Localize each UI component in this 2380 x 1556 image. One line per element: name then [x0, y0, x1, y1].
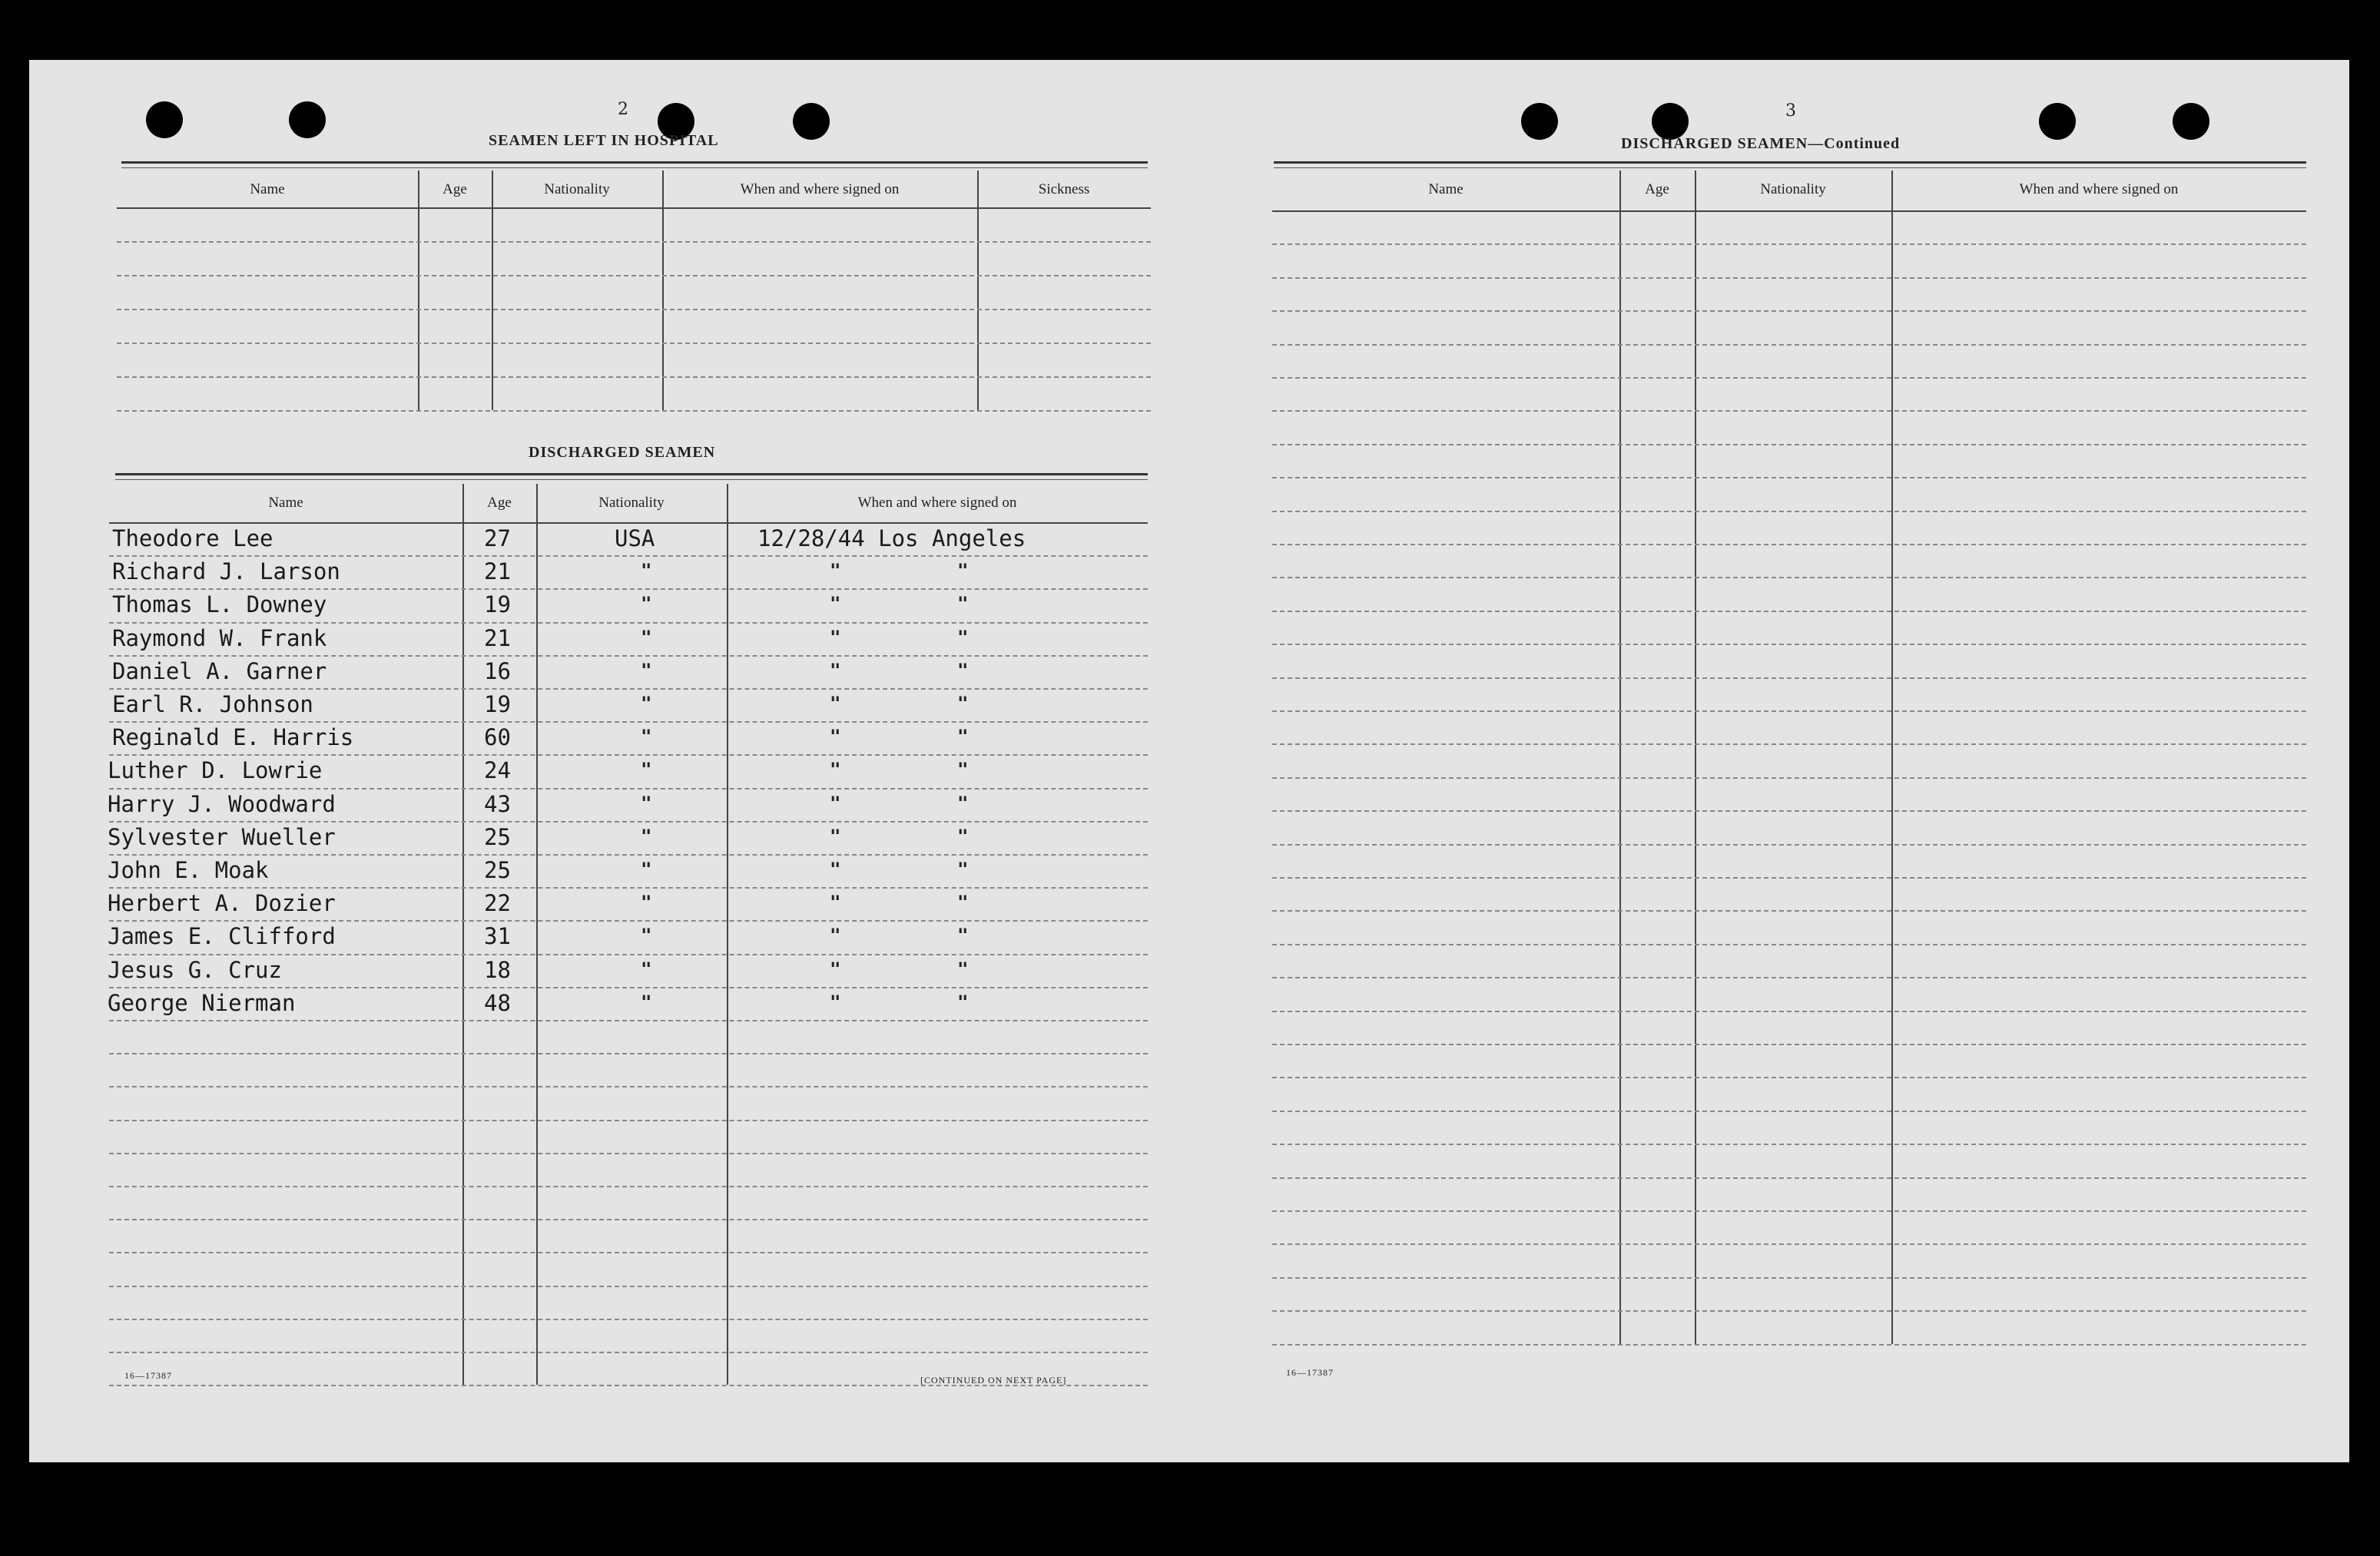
date-ditto: " [830, 659, 841, 681]
row-line [109, 588, 1148, 590]
row-line [109, 655, 1148, 657]
row-line [109, 1352, 1148, 1353]
seaman-name: Richard J. Larson [112, 558, 340, 585]
place-ditto: " [957, 693, 969, 714]
header-rule [117, 207, 1151, 209]
row-line [1272, 1177, 2306, 1179]
row-line [1272, 1144, 2306, 1145]
row-line [109, 1252, 1148, 1253]
discharged-top-rule [115, 473, 1148, 475]
seaman-name: Harry J. Woodward [108, 790, 336, 817]
left-form-number: 16—17387 [124, 1370, 172, 1381]
row-line [1272, 977, 2306, 978]
row-line [109, 721, 1148, 723]
date-ditto: " [830, 825, 841, 847]
continued-note: [CONTINUED ON NEXT PAGE] [920, 1375, 1067, 1386]
place-ditto: " [957, 892, 969, 914]
row-line [1272, 611, 2306, 612]
date-ditto: " [830, 560, 841, 582]
nationality-ditto: " [641, 892, 652, 914]
place-ditto: " [957, 958, 969, 980]
date-ditto: " [830, 726, 841, 748]
row-line [1272, 1344, 2306, 1346]
place-ditto: " [957, 659, 969, 681]
place-ditto: " [957, 726, 969, 748]
nationality-ditto: " [641, 659, 652, 681]
date-ditto: " [830, 925, 841, 947]
seaman-age: 22 [484, 890, 511, 917]
seaman-age: 24 [484, 757, 511, 784]
nationality-ditto: " [641, 958, 652, 980]
row-line [117, 376, 1151, 378]
column-divider [1891, 170, 1893, 1344]
place-ditto: " [957, 792, 969, 814]
seaman-name: Raymond W. Frank [112, 624, 327, 651]
row-line [1272, 477, 2306, 478]
row-line [1272, 644, 2306, 645]
left-page-number: 2 [618, 100, 628, 119]
row-line [1272, 344, 2306, 346]
row-line [109, 1086, 1148, 1088]
hospital-top-rule [121, 161, 1148, 164]
date-ditto: " [830, 759, 841, 781]
row-line [1272, 1111, 2306, 1112]
column-header: When and where signed on [857, 495, 1017, 511]
date-ditto: " [830, 593, 841, 615]
nationality-ditto: " [641, 991, 652, 1013]
row-line [109, 1219, 1148, 1220]
place-ditto: " [957, 825, 969, 847]
nationality-ditto: " [641, 925, 652, 947]
column-header: When and where signed on [2019, 181, 2179, 197]
column-header: Age [487, 495, 512, 511]
seaman-signed-on: 12/28/44 Los Angeles [757, 525, 1026, 551]
row-line [1272, 243, 2306, 245]
seaman-age: 21 [484, 624, 511, 651]
nationality-ditto: " [641, 560, 652, 582]
place-ditto: " [957, 560, 969, 582]
place-ditto: " [957, 593, 969, 615]
seaman-age: 19 [484, 691, 511, 717]
seaman-age: 18 [484, 956, 511, 983]
column-divider [977, 170, 979, 410]
seaman-age: 48 [484, 989, 511, 1016]
seaman-age: 25 [484, 857, 511, 883]
row-line [1272, 511, 2306, 512]
column-divider [727, 484, 728, 1385]
row-line [109, 622, 1148, 624]
row-line [109, 688, 1148, 690]
column-header: Name [250, 181, 285, 197]
row-line [117, 343, 1151, 344]
row-line [1272, 677, 2306, 679]
nationality-ditto: " [641, 693, 652, 714]
row-line [109, 1020, 1148, 1021]
row-line [1272, 410, 2306, 412]
seaman-name: Jesus G. Cruz [108, 956, 282, 983]
seaman-age: 27 [484, 525, 511, 551]
seaman-name: Reginald E. Harris [112, 724, 354, 751]
seaman-age: 21 [484, 558, 511, 585]
column-header: When and where signed on [740, 181, 900, 197]
column-header: Name [1428, 181, 1463, 197]
date-ditto: " [830, 958, 841, 980]
row-line [1272, 1310, 2306, 1312]
column-divider [462, 484, 464, 1385]
seaman-name: John E. Moak [108, 857, 269, 883]
right-page-number: 3 [1785, 101, 1796, 121]
punch-hole [1652, 103, 1689, 140]
row-line [1272, 577, 2306, 578]
row-line [109, 1319, 1148, 1320]
row-line [109, 1053, 1148, 1054]
column-header: Nationality [1760, 181, 1826, 197]
row-line [1272, 377, 2306, 379]
right-top-rule [1274, 161, 2306, 164]
row-line [1272, 710, 2306, 712]
column-divider [1619, 170, 1621, 1344]
nationality-ditto: " [641, 593, 652, 615]
column-header: Age [1645, 181, 1669, 197]
date-ditto: " [830, 626, 841, 648]
seaman-age: 60 [484, 724, 511, 751]
punch-hole [2039, 103, 2076, 140]
column-divider [662, 170, 664, 410]
nationality-ditto: " [641, 792, 652, 814]
row-line [1272, 277, 2306, 279]
row-line [1272, 1077, 2306, 1078]
row-line [1272, 1011, 2306, 1012]
nationality-ditto: " [641, 626, 652, 648]
seaman-name: James E. Clifford [108, 923, 336, 950]
seaman-age: 19 [484, 591, 511, 618]
seaman-name: George Nierman [108, 989, 296, 1016]
punch-hole [289, 101, 326, 138]
header-rule [109, 522, 1148, 524]
row-line [1272, 844, 2306, 846]
row-line [109, 854, 1148, 856]
seaman-nationality: USA [615, 525, 655, 551]
punch-hole [1521, 103, 1558, 140]
row-line [117, 241, 1151, 243]
row-line [109, 754, 1148, 756]
row-line [109, 1186, 1148, 1187]
date-ditto: " [830, 892, 841, 914]
discharged-top-rule-thin [115, 479, 1148, 480]
document-sheet [29, 60, 2349, 1462]
nationality-ditto: " [641, 825, 652, 847]
seaman-name: Sylvester Wueller [108, 823, 336, 850]
row-line [1272, 910, 2306, 912]
seaman-name: Earl R. Johnson [112, 691, 313, 717]
seaman-age: 25 [484, 823, 511, 850]
hospital-top-rule-thin [121, 167, 1148, 168]
nationality-ditto: " [641, 759, 652, 781]
row-line [117, 275, 1151, 276]
column-header: Nationality [598, 495, 665, 511]
row-line [109, 1153, 1148, 1154]
row-line [1272, 444, 2306, 445]
row-line [109, 987, 1148, 988]
seaman-age: 16 [484, 657, 511, 684]
row-line [1272, 944, 2306, 945]
row-line [109, 1286, 1148, 1287]
seaman-name: Daniel A. Garner [112, 657, 327, 684]
row-line [1272, 743, 2306, 745]
row-line [117, 309, 1151, 310]
place-ditto: " [957, 925, 969, 947]
row-line [109, 788, 1148, 790]
date-ditto: " [830, 991, 841, 1013]
header-rule [1272, 210, 2306, 212]
punch-hole [146, 101, 183, 138]
column-header: Name [268, 495, 303, 511]
seaman-name: Theodore Lee [112, 525, 273, 551]
place-ditto: " [957, 859, 969, 880]
discharged-section-title: DISCHARGED SEAMEN [529, 444, 716, 461]
row-line [109, 920, 1148, 922]
right-top-rule-thin [1274, 167, 2306, 168]
row-line [109, 887, 1148, 889]
place-ditto: " [957, 626, 969, 648]
right-form-number: 16—17387 [1286, 1367, 1334, 1378]
column-divider [418, 170, 419, 410]
row-line [109, 555, 1148, 557]
row-line [1272, 310, 2306, 312]
column-header: Nationality [544, 181, 610, 197]
seaman-name: Luther D. Lowrie [108, 757, 323, 784]
date-ditto: " [830, 693, 841, 714]
column-divider [1695, 170, 1696, 1344]
row-line [109, 1120, 1148, 1121]
row-line [1272, 1277, 2306, 1279]
date-ditto: " [830, 792, 841, 814]
row-line [1272, 1243, 2306, 1245]
row-line [1272, 777, 2306, 779]
column-divider [536, 484, 538, 1385]
row-line [1272, 877, 2306, 879]
nationality-ditto: " [641, 726, 652, 748]
seaman-age: 43 [484, 790, 511, 817]
hospital-section-title: SEAMEN LEFT IN HOSPITAL [489, 132, 719, 149]
row-line [1272, 810, 2306, 812]
punch-hole [2173, 103, 2209, 140]
row-line [1272, 1210, 2306, 1212]
row-line [1272, 544, 2306, 545]
column-divider [492, 170, 493, 410]
nationality-ditto: " [641, 859, 652, 880]
right-section-title: DISCHARGED SEAMEN—Continued [1621, 135, 1901, 152]
row-line [109, 954, 1148, 955]
row-line [1272, 1044, 2306, 1045]
place-ditto: " [957, 991, 969, 1013]
punch-hole [793, 103, 830, 140]
column-header: Sickness [1038, 181, 1090, 197]
seaman-age: 31 [484, 923, 511, 950]
date-ditto: " [830, 859, 841, 880]
column-header: Age [443, 181, 467, 197]
seaman-name: Herbert A. Dozier [108, 890, 336, 917]
place-ditto: " [957, 759, 969, 781]
row-line [109, 821, 1148, 823]
seaman-name: Thomas L. Downey [112, 591, 327, 618]
row-line [117, 410, 1151, 412]
